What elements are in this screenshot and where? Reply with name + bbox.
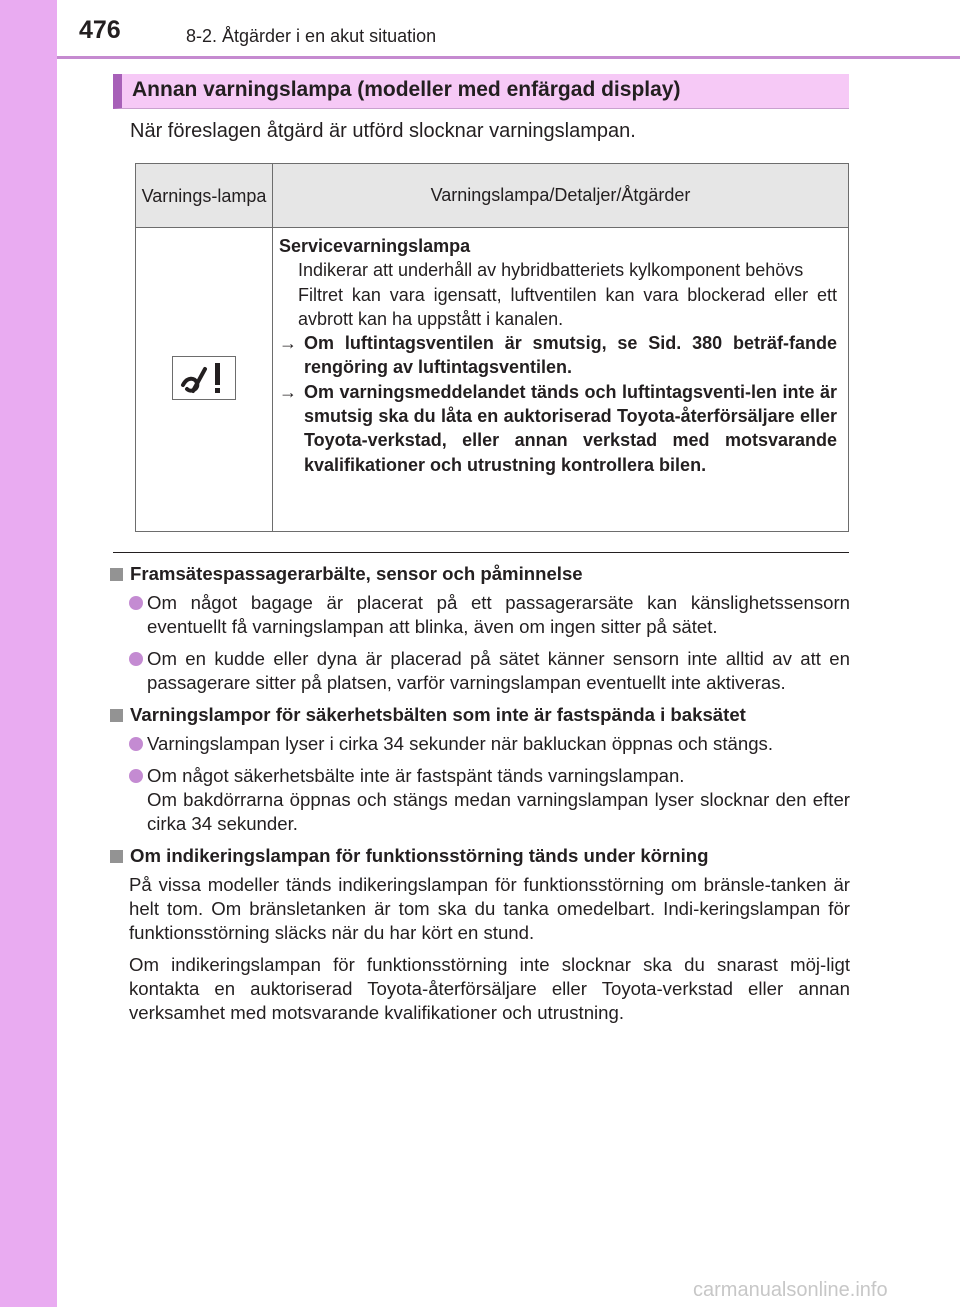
lamp-icon-cell — [136, 228, 273, 532]
column-header-lamp — [136, 164, 273, 228]
action-item — [279, 380, 837, 477]
column-header-lamp-label: Varnings-lampa — [141, 185, 267, 206]
section-title: Annan varningslampa (modeller med enfärgad display) — [132, 78, 681, 101]
lamp-description-1: Indikerar att underhåll av hybridbatteriets kylkomponent behövs — [298, 260, 804, 281]
page-number: 476 — [79, 16, 121, 44]
subheading — [110, 562, 850, 586]
lamp-description-2: Filtret kan vara igensatt, luftventilen kan vara blockerad eller ett avbrott kan ha uppstått i kanalen. — [298, 284, 837, 329]
list-item — [110, 732, 850, 756]
side-tab-bar — [0, 0, 57, 1307]
subheading — [110, 703, 850, 727]
list-item — [110, 591, 850, 639]
section-divider — [113, 552, 849, 553]
section-heading-band — [113, 74, 849, 109]
chapter-title: 8-2. Åtgärder i en akut situation — [186, 26, 437, 46]
list-item — [110, 764, 850, 836]
header-rule — [57, 56, 960, 59]
list-item-text: Om bakdörrarna öppnas och stängs medan varningslampan lyser slocknar den efter cirka 34 sekunder. — [147, 789, 850, 834]
square-bullet-icon — [110, 568, 123, 581]
table-row — [136, 228, 849, 532]
action-text-1: Om luftintagsventilen är smutsig, se Sid. 380 beträf-fande rengöring av luftintagsventilen. — [304, 333, 837, 378]
action-text-2: Om varningsmeddelandet tänds och luftintagsventi-len inte är smutsig ska du låta en auktoriserad Toyota-återförsäljare eller Toyota-verkstad, eller annan verkstad med motsvarande kvalifikationer och utrustning kontrollera bilen. — [304, 381, 837, 475]
list-item — [110, 647, 850, 695]
paragraph: På vissa modeller tänds indikeringslampan för funktionsstörning om bränsle-tanken är helt tom. Om bränsletanken är tom ska du tanka omedelbart. Indi-keringslampan för funktionsstörning släcks när du har kört en stund. — [129, 874, 850, 943]
list-item-text-block — [147, 764, 850, 836]
arrow-icon: → — [279, 333, 297, 354]
square-bullet-icon — [110, 709, 123, 722]
subheading — [110, 844, 850, 868]
table-header-row — [136, 164, 849, 228]
intro-text: När föreslagen åtgärd är utförd slocknar varningslampan. — [130, 120, 636, 142]
round-bullet-icon — [129, 769, 143, 783]
round-bullet-icon — [129, 596, 143, 610]
list-item-text: Om en kudde eller dyna är placerad på sätet känner sensorn inte alltid av att en passagerare sitter på platsen, varför varningslampan eventuellt inte aktiveras. — [147, 648, 850, 693]
warning-table — [135, 163, 849, 532]
square-bullet-icon — [110, 850, 123, 863]
list-item-text: Om något säkerhetsbälte inte är fastspänt tänds varningslampan. — [147, 765, 685, 786]
round-bullet-icon — [129, 737, 143, 751]
lamp-name: Servicevarningslampa — [279, 236, 471, 256]
subheading-text: Om indikeringslampan för funktionsstörning tänds under körning — [130, 845, 709, 866]
round-bullet-icon — [129, 652, 143, 666]
notes-body — [110, 562, 850, 1033]
watermark: carmanualsonline.info — [693, 1279, 888, 1301]
list-item-text: Varningslampan lyser i cirka 34 sekunder när bakluckan öppnas och stängs. — [147, 733, 773, 754]
paragraph: Om indikeringslampan för funktionsstörning inte slocknar ska du snarast möj-ligt kontakta en auktoriserad Toyota-återförsäljare eller Toyota-verkstad eller annan verksamhet med motsvarande kvalifikationer och utrustning. — [129, 954, 850, 1023]
subheading-text: Varningslampor för säkerhetsbälten som inte är fastspända i baksätet — [130, 704, 746, 725]
action-item — [279, 331, 837, 380]
column-header-details: Varningslampa/Detaljer/Åtgärder — [273, 164, 849, 228]
lamp-details-cell — [273, 228, 849, 532]
subheading-text: Framsätespassagerarbälte, sensor och påminnelse — [130, 563, 583, 584]
service-warning-icon — [172, 356, 236, 400]
arrow-icon: → — [279, 381, 297, 402]
list-item-text: Om något bagage är placerat på ett passagerarsäte kan känslighetssensorn eventuellt få varningslampan att blinka, även om ingen sitter på sätet. — [147, 592, 850, 637]
